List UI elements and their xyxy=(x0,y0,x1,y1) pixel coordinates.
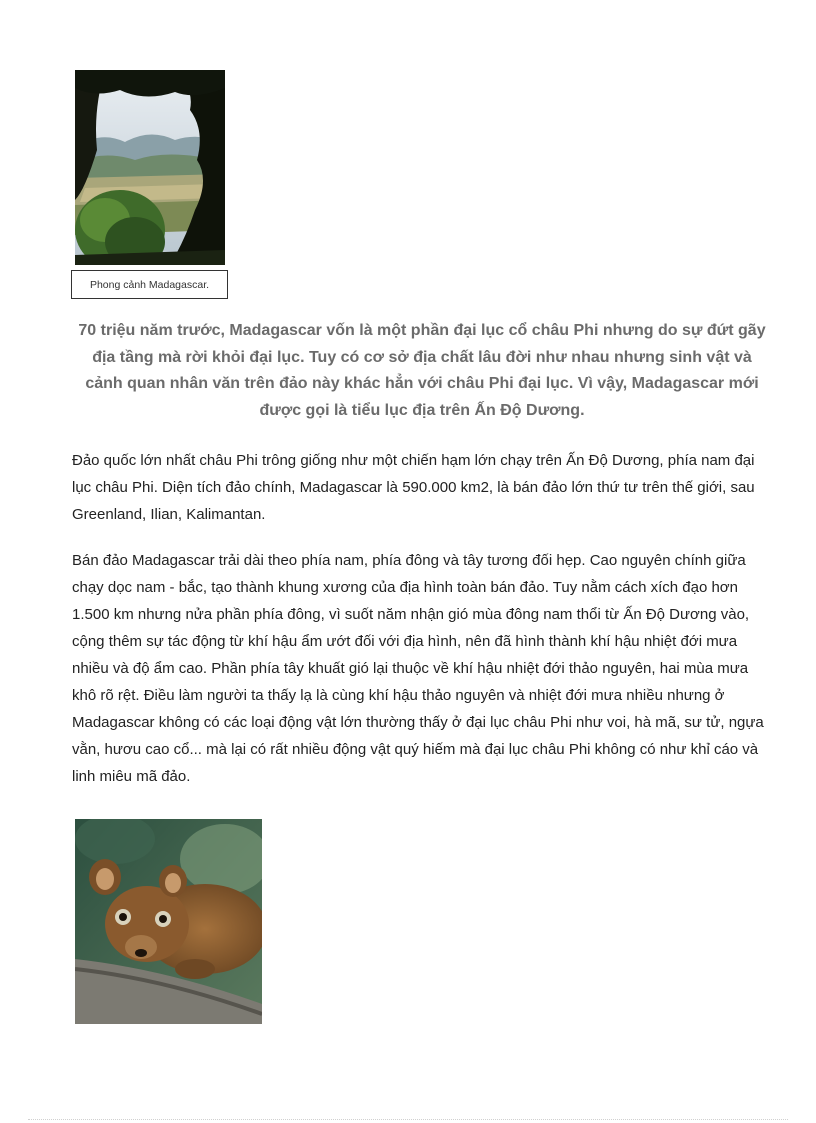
lead-paragraph: 70 triệu năm trước, Madagascar vốn là một phần đại lục cổ châu Phi nhưng do sự đứt gãy địa tầng mà rời khỏi đại lục. Tuy có cơ sở địa chất lâu đời như nhau nhưng sinh vật và cảnh quan nhân văn trên đảo này khác hẳn với châu Phi đại lục. Vì vậy, Madagascar mới được gọi là tiểu lục địa trên Ấn Độ Dương. xyxy=(78,322,766,419)
body-paragraph-2: Bán đảo Madagascar trải dài theo phía nam, phía đông và tây tương đối hẹp. Cao nguyên chính giữa chạy dọc nam - bắc, tạo thành khung xương của địa hình toàn bán đảo. Tuy nằm cách xích đạo hơn 1.500 km nhưng nửa phần phía đông, vì suốt năm nhận gió mùa đông nam thổi từ Ấn Độ Dương vào, cộng thêm sự tác động từ khí hậu ẩm ướt đối với địa hình, nên đã hình thành khí hậu nhiệt đới mưa nhiều và độ ẩm cao. Phần phía tây khuất gió lại thuộc về khí hậu nhiệt đới thảo nguyên, hai mùa mưa khô rõ rệt. Điều làm người ta thấy lạ là cùng khí hậu thảo nguyên và nhiệt đới mưa nhiều nhưng ở Madagascar không có các loại động vật lớn thường thấy ở đại lục châu Phi như voi, hà mã, sư tử, ngựa vằn, hươu cao cổ... mà lại có rất nhiều động vật quý hiếm mà đại lục châu Phi không có như khỉ cáo và linh miêu mã đảo. xyxy=(72,552,764,785)
page-divider xyxy=(28,1119,788,1120)
fossa-photo xyxy=(75,819,262,1024)
figure-caption: Phong cảnh Madagascar. xyxy=(71,270,228,299)
body-paragraph-1: Đảo quốc lớn nhất châu Phi trông giống như một chiến hạm lớn chạy trên Ấn Độ Dương, phía nam đại lục châu Phi. Diện tích đảo chính, Madagascar là 590.000 km2, là bán đảo lớn thứ tư trên thế giới, sau Greenland, Ilian, Kalimantan. xyxy=(72,452,755,523)
landscape-photo xyxy=(75,70,225,265)
landscape-image xyxy=(75,70,225,265)
fossa-image xyxy=(75,819,262,1024)
